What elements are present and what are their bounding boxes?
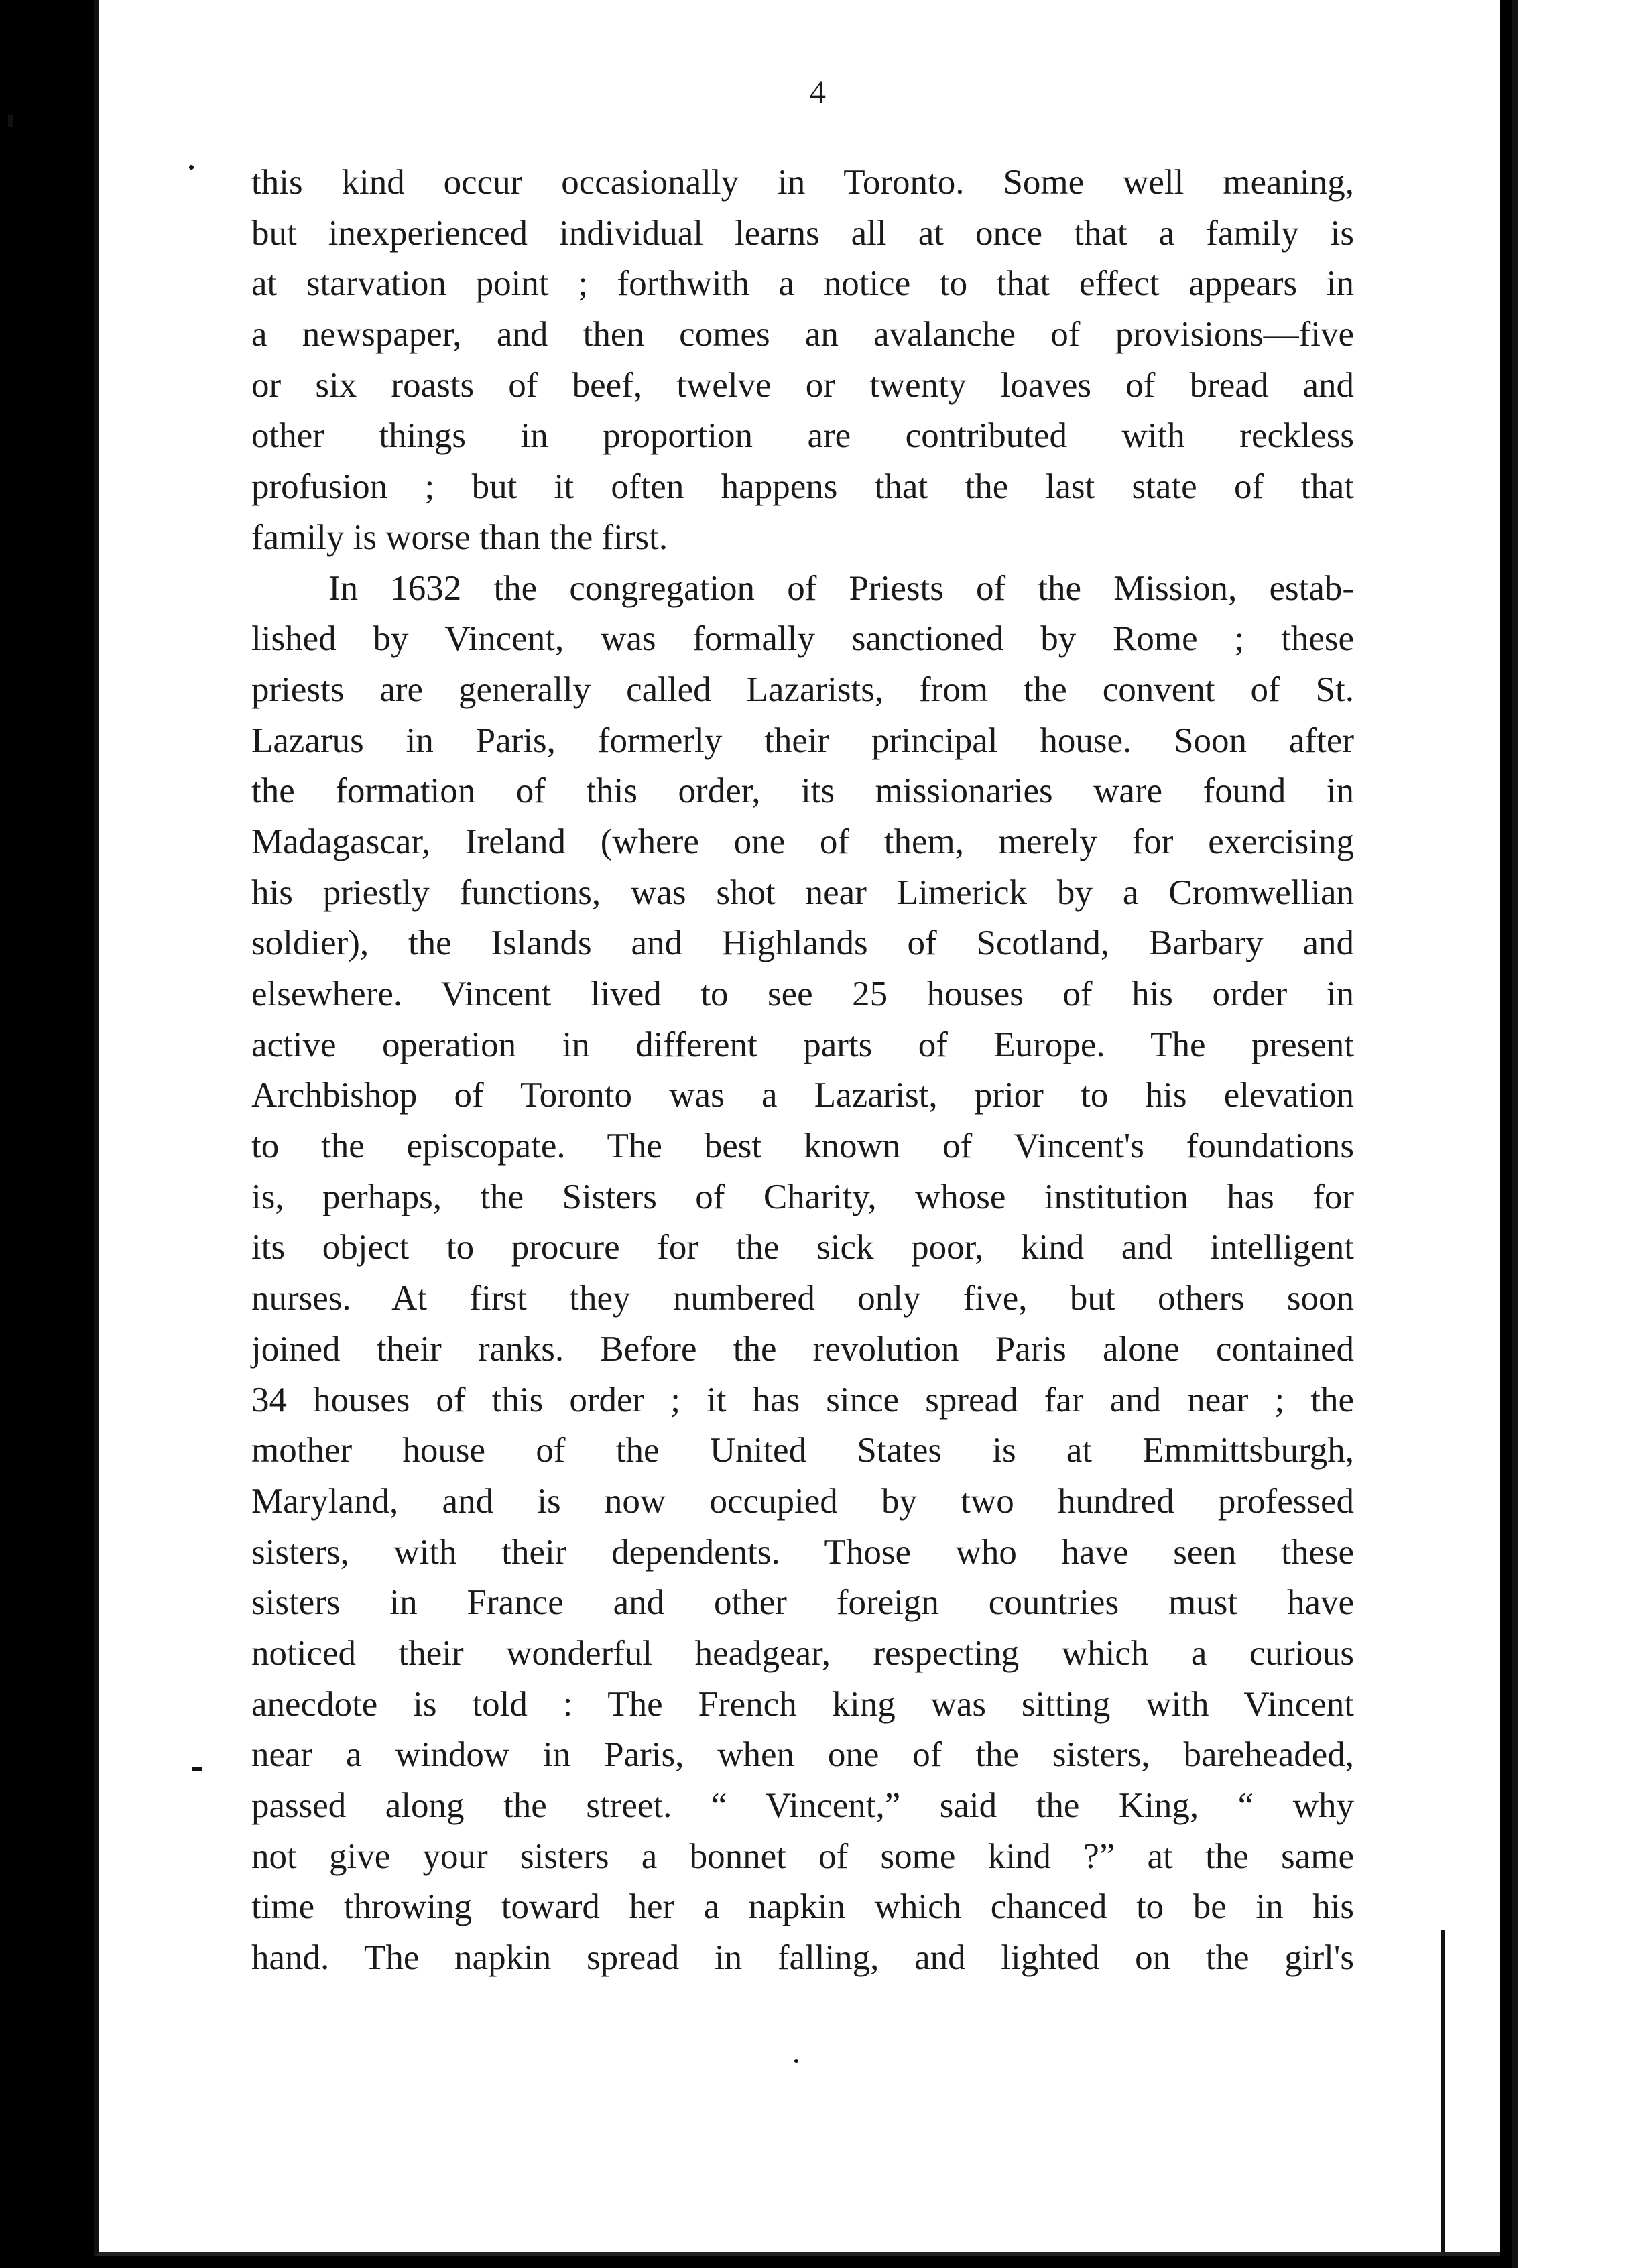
text-line: joined their ranks. Before the revolution Paris alone contained — [251, 1329, 1354, 1369]
margin-speck — [8, 115, 13, 127]
text-line: profusion ; but it often happens that the last state of that — [251, 467, 1354, 507]
text-line: soldier), the Islands and Highlands of Scotland, Barbary and — [251, 924, 1354, 963]
text-line: mother house of the United States is at Emmittsburgh, — [251, 1431, 1354, 1470]
text-line: elsewhere. Vincent lived to see 25 houses of his order in — [251, 974, 1354, 1013]
text-line: is, perhaps, the Sisters of Charity, whose institution has for — [251, 1177, 1354, 1216]
text-line: at starvation point ; forthwith a notice to that effect appears in — [251, 264, 1354, 304]
text-line: noticed their wonderful headgear, respecting which a curious — [251, 1633, 1354, 1673]
text-line: his priestly functions, was shot near Limerick by a Cromwellian — [251, 873, 1354, 912]
text-line: the formation of this order, its missionaries ware found in — [251, 771, 1354, 811]
text-line: passed along the street. “ Vincent,” said the King, “ why — [251, 1786, 1354, 1825]
page-number: 4 — [810, 74, 826, 110]
text-line: but inexperienced individual learns all at once that a family is — [251, 213, 1354, 253]
text-line: to the episcopate. The best known of Vincent's foundations — [251, 1127, 1354, 1166]
text-line: Madagascar, Ireland (where one of them, merely for exercising — [251, 822, 1354, 861]
text-line: anecdote is told : The French king was sitting with Vincent — [251, 1684, 1354, 1724]
margin-speck — [192, 1767, 202, 1771]
text-line: its object to procure for the sick poor, kind and intelligent — [251, 1228, 1354, 1267]
text-line: near a window in Paris, when one of the sisters, bareheaded, — [251, 1735, 1354, 1775]
text-line: time throwing toward her a napkin which chanced to be in his — [251, 1887, 1354, 1927]
text-line: or six roasts of beef, twelve or twenty loaves of bread and — [251, 365, 1354, 405]
margin-speck — [794, 2059, 798, 2063]
text-line: active operation in different parts of Europe. The present — [251, 1025, 1354, 1064]
text-line: sisters, with their dependents. Those who have seen these — [251, 1532, 1354, 1572]
text-line: hand. The napkin spread in falling, and lighted on the girl's — [251, 1938, 1354, 1978]
text-line: this kind occur occasionally in Toronto. Some well meaning, — [251, 163, 1354, 202]
text-line: Lazarus in Paris, formerly their principal house. Soon after — [251, 720, 1354, 760]
text-line: a newspaper, and then comes an avalanche of provisions—five — [251, 315, 1354, 355]
adjacent-page-edge — [1512, 0, 1649, 2268]
text-line: Maryland, and is now occupied by two hundred professed — [251, 1481, 1354, 1521]
margin-speck — [189, 165, 194, 170]
text-line: 34 houses of this order ; it has since spread far and near ; the — [251, 1380, 1354, 1420]
text-line: family is worse than the first. — [251, 517, 668, 557]
text-line: priests are generally called Lazarists, from the convent of St. — [251, 670, 1354, 709]
text-line: sisters in France and other foreign countries must have — [251, 1583, 1354, 1623]
body-text — [251, 158, 1354, 1984]
page-fold-line — [1441, 1930, 1445, 2252]
text-line: lished by Vincent, was formally sanctioned by Rome ; these — [251, 619, 1354, 659]
text-line: other things in proportion are contributed with reckless — [251, 416, 1354, 456]
text-line: not give your sisters a bonnet of some kind ?” at the same — [251, 1836, 1354, 1876]
text-line: In 1632 the congregation of Priests of the Mission, estab- — [328, 568, 1354, 608]
text-line: nurses. At first they numbered only five, but others soon — [251, 1279, 1354, 1318]
text-line: Archbishop of Toronto was a Lazarist, prior to his elevation — [251, 1076, 1354, 1115]
